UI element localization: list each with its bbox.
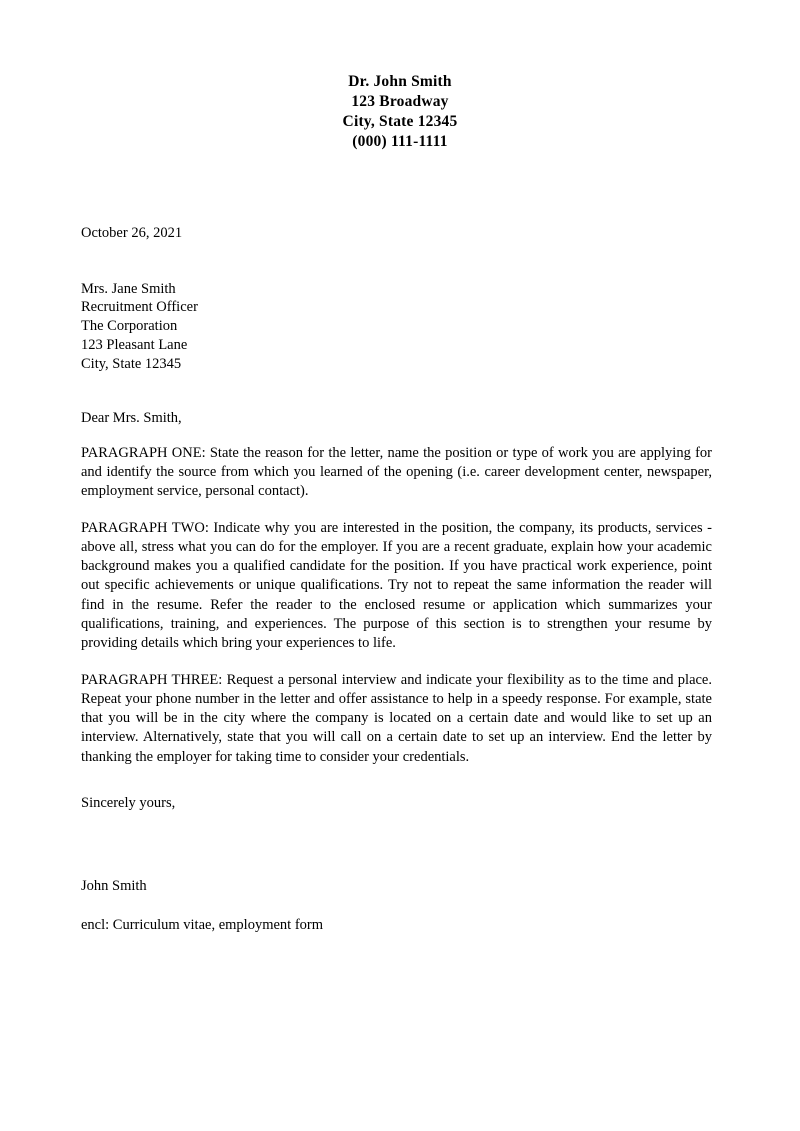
letterhead-street: 123 Broadway	[351, 93, 449, 111]
recipient-name: Mrs. Jane Smith	[81, 280, 176, 297]
salutation: Dear Mrs. Smith,	[81, 409, 182, 426]
letter-date: October 26, 2021	[81, 224, 183, 241]
closing: Sincerely yours,	[81, 795, 176, 811]
recipient-address-block	[81, 280, 712, 374]
recipient-street: 123 Pleasant Lane	[81, 337, 188, 354]
enclosure-line: encl: Curriculum vitae, employment form	[81, 917, 324, 933]
recipient-city-state-zip: City, State 12345	[81, 355, 182, 372]
paragraph-one: PARAGRAPH ONE: State the reason for the letter, name the position or type of work you are applying for and identify the source from which you learned of the opening (i.e. career development center, newspaper, employment service, personal contact).	[81, 444, 712, 500]
letterhead-name: Dr. John Smith	[348, 73, 452, 90]
signature-name: John Smith	[81, 878, 147, 894]
recipient-company: The Corporation	[81, 318, 178, 335]
letterhead-phone: (000) 111-1111	[352, 133, 448, 151]
recipient-title: Recruitment Officer	[81, 299, 198, 316]
letter-body	[0, 225, 800, 934]
letterhead	[0, 0, 800, 153]
paragraph-three: PARAGRAPH THREE: Request a personal interview and indicate your flexibility as to the time and place. Repeat your phone number in the letter and offer assistance to help in a speedy response. For example, state that you will be in the city where the company is located on a certain date and would like to set up an interview. Alternatively, state that you will call on a certain date to set up an interview. End the letter by thanking the employer for taking time to consider your credentials.	[81, 671, 712, 765]
letterhead-city-state-zip: City, State 12345	[342, 113, 458, 131]
paragraph-two: PARAGRAPH TWO: Indicate why you are interested in the position, the company, its products, services - above all, stress what you can do for the employer. If you are a recent graduate, explain how your academic background makes you a qualified candidate for the position. If you have practical work experience, point out specific achievements or unique qualifications. Try not to repeat the same information the reader will find in the resume. Refer the reader to the enclosed resume or application which summarizes your qualifications, training, and experiences. The purpose of this section is to strengthen your resume by providing details which bring your experiences to life.	[81, 519, 712, 652]
